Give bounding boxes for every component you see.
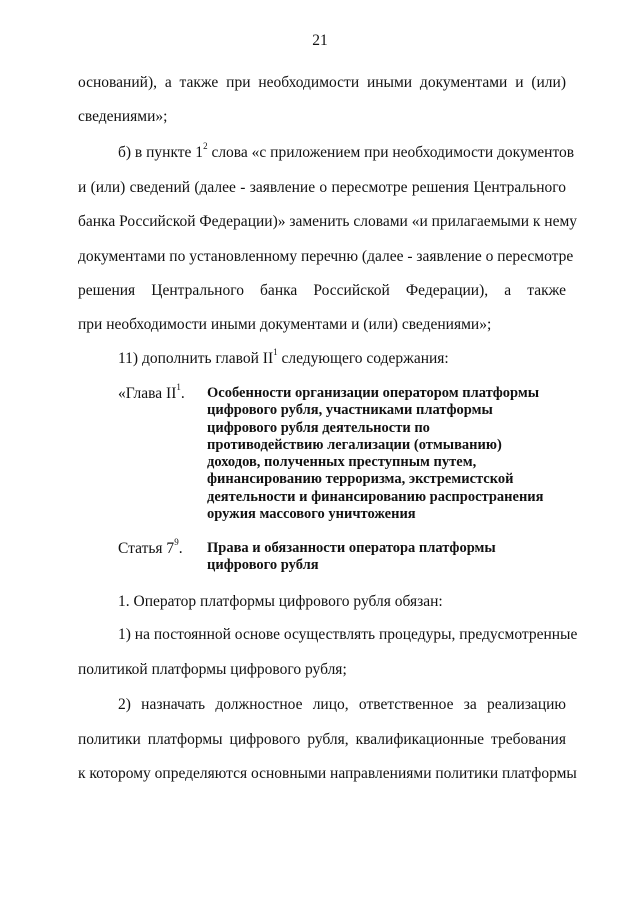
superscript: 2 xyxy=(203,140,208,151)
article-title xyxy=(207,540,567,575)
text-run: слова «с приложением при необходимости документов xyxy=(207,144,575,161)
superscript: 1 xyxy=(273,346,278,357)
article-title-line: Права и обязанности оператора платформы xyxy=(207,540,496,556)
paragraph-line: и (или) сведений (далее - заявление о пересмотре решения Центрального xyxy=(78,179,566,196)
paragraph-line: решения Центрального банка Российской Федерации), а также xyxy=(78,282,566,299)
paragraph-line: политикой платформы цифрового рубля; xyxy=(78,661,347,678)
text-run: 11) дополнить главой II xyxy=(118,350,274,367)
article-label xyxy=(118,536,183,559)
text-run: следующего содержания: xyxy=(277,350,449,367)
chapter-heading xyxy=(118,381,578,524)
article-heading xyxy=(118,536,578,579)
paragraph-line: оснований), а также при необходимости иными документами и (или) xyxy=(78,74,566,91)
superscript: 9 xyxy=(174,536,179,547)
chapter-title xyxy=(207,385,567,523)
paragraph-line xyxy=(118,140,575,163)
text-run: Статья 7 xyxy=(118,540,175,557)
text-run: . xyxy=(180,385,185,402)
paragraph-line xyxy=(118,346,566,369)
paragraph-line: сведениями»; xyxy=(78,108,168,125)
chapter-title-line: цифрового рубля, участниками платформы xyxy=(207,402,493,419)
paragraph-line: документами по установленному перечню (далее - заявление о пересмотре xyxy=(78,248,574,265)
chapter-title-line: деятельности и финансированию распространения xyxy=(207,488,544,505)
chapter-label xyxy=(118,381,185,404)
chapter-title-line: цифрового рубля деятельности по xyxy=(207,419,430,436)
page-number: 21 xyxy=(312,32,328,49)
paragraph-line: 2) назначать должностное лицо, ответственное за реализацию xyxy=(118,696,566,713)
paragraph-line: при необходимости иными документами и (или) сведениями»; xyxy=(78,316,492,333)
article-title-line: цифрового рубля xyxy=(207,557,319,574)
chapter-title-line: Особенности организации оператором платформы xyxy=(207,385,540,401)
paragraph-line: к которому определяются основными направлениями политики платформы xyxy=(78,765,577,782)
chapter-title-line: противодействию легализации (отмыванию) xyxy=(207,436,502,453)
paragraph-line: 1. Оператор платформы цифрового рубля обязан: xyxy=(118,593,443,610)
paragraph-line: политики платформы цифрового рубля, квалификационные требования xyxy=(78,731,566,748)
superscript: 1 xyxy=(176,381,181,392)
text-run: . xyxy=(178,540,183,557)
paragraph-line: банка Российской Федерации)» заменить словами «и прилагаемыми к нему xyxy=(78,213,578,230)
text-run: «Глава II xyxy=(118,385,177,402)
chapter-title-line: оружия массового уничтожения xyxy=(207,506,416,523)
paragraph-line: 1) на постоянной основе осуществлять процедуры, предусмотренные xyxy=(118,626,578,643)
text-run: б) в пункте 1 xyxy=(118,144,204,161)
chapter-title-line: доходов, полученных преступным путем, xyxy=(207,454,477,471)
chapter-title-line: финансированию терроризма, экстремистской xyxy=(207,471,514,488)
